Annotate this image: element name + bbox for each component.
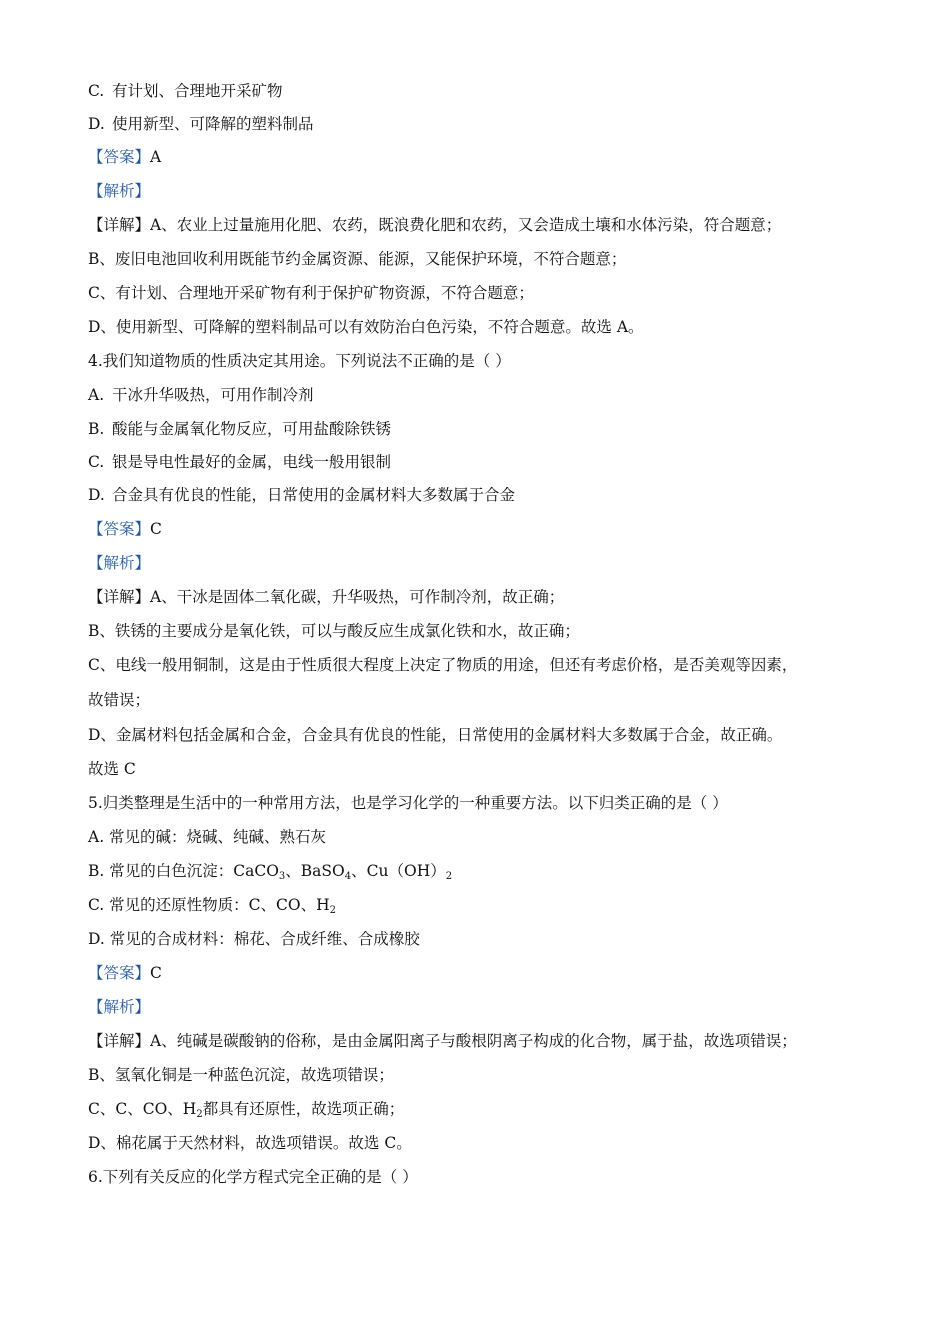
option-d: D. 合金具有优良的性能，日常使用的金属材料大多数属于合金 — [88, 486, 516, 504]
detail-line: B、废旧电池回收利用既能节约金属资源、能源，又能保护环境，不符合题意； — [88, 250, 627, 268]
detail-line: D、使用新型、可降解的塑料制品可以有效防治白色污染，不符合题意。故选 A。 — [88, 318, 644, 336]
detail-tag: 【详解】 — [88, 588, 151, 606]
detail-line: 【详解】A、农业上过量施用化肥、农药，既浪费化肥和农药，又会造成土壤和水体污染，符合题意； — [88, 216, 782, 234]
detail-line: B、铁锈的主要成分是氧化铁，可以与酸反应生成氯化铁和水，故正确； — [88, 622, 580, 640]
detail-line: 【详解】A、干冰是固体二氧化碳，升华吸热，可作制冷剂，故正确； — [88, 588, 565, 606]
option-a: A. 干冰升华吸热，可用作制冷剂 — [88, 386, 314, 404]
option-c: C. 常见的还原性物质：C、CO、$H_2$ — [88, 896, 336, 916]
answer-line — [88, 146, 161, 168]
detail-line: 【详解】A、纯碱是碳酸钠的俗称，是由金属阳离子与酸根阴离子构成的化合物，属于盐，故选项错误； — [88, 1032, 797, 1050]
detail-tag: 【详解】 — [88, 1032, 151, 1050]
option-c: C. 银是导电性最好的金属，电线一般用银制 — [88, 453, 392, 471]
option-d: D. 常见的合成材料：棉花、合成纤维、合成橡胶 — [88, 930, 420, 948]
answer-tag: 【答案】 — [88, 520, 151, 538]
answer-value: A — [150, 148, 162, 166]
option-b: B. 常见的白色沉淀：CaCO$_3$、BaSO$_4$、$Cu(OH)_2$ — [88, 862, 453, 882]
analysis-tag: 【解析】 — [88, 998, 151, 1016]
detail-line: C、有计划、合理地开采矿物有利于保护矿物资源，不符合题意； — [88, 284, 534, 302]
detail-line: C、电线一般用铜制，这是由于性质很大程度上决定了物质的用途，但还有考虑价格，是否美观等因素， — [88, 656, 798, 674]
detail-line: 故错误； — [88, 691, 151, 709]
option-d: D. 使用新型、可降解的塑料制品 — [88, 115, 314, 133]
answer-value: C — [150, 964, 162, 982]
option-a: A. 常见的碱：烧碱、纯碱、熟石灰 — [88, 828, 327, 846]
option-b: B. 酸能与金属氧化物反应，可用盐酸除铁锈 — [88, 420, 392, 438]
detail-line: D、棉花属于天然材料，故选项错误。故选 C。 — [88, 1134, 412, 1152]
answer-value: C — [150, 520, 162, 538]
answer-line — [88, 518, 162, 540]
conclusion-line: 故选 C — [88, 760, 136, 778]
analysis-tag: 【解析】 — [88, 554, 151, 572]
option-c: C. 有计划、合理地开采矿物 — [88, 82, 283, 100]
question-stem: 5.归类整理是生活中的一种常用方法，也是学习化学的一种重要方法。以下归类正确的是（ ） — [88, 794, 728, 812]
detail-tag: 【详解】 — [88, 216, 151, 234]
detail-line: D、金属材料包括金属和合金，合金具有优良的性能，日常使用的金属材料大多数属于合金，故正确。 — [88, 726, 783, 744]
answer-tag: 【答案】 — [88, 964, 151, 982]
answer-line — [88, 962, 162, 984]
detail-line: B、氢氧化铜是一种蓝色沉淀，故选项错误； — [88, 1066, 394, 1084]
answer-tag: 【答案】 — [88, 148, 151, 166]
analysis-tag: 【解析】 — [88, 182, 151, 200]
question-stem: 4.我们知道物质的性质决定其用途。下列说法不正确的是（ ） — [88, 352, 511, 370]
question-stem: 6.下列有关反应的化学方程式完全正确的是（ ） — [88, 1168, 418, 1186]
detail-line: C、C、CO、$H_2$都具有还原性，故选项正确； — [88, 1100, 405, 1120]
